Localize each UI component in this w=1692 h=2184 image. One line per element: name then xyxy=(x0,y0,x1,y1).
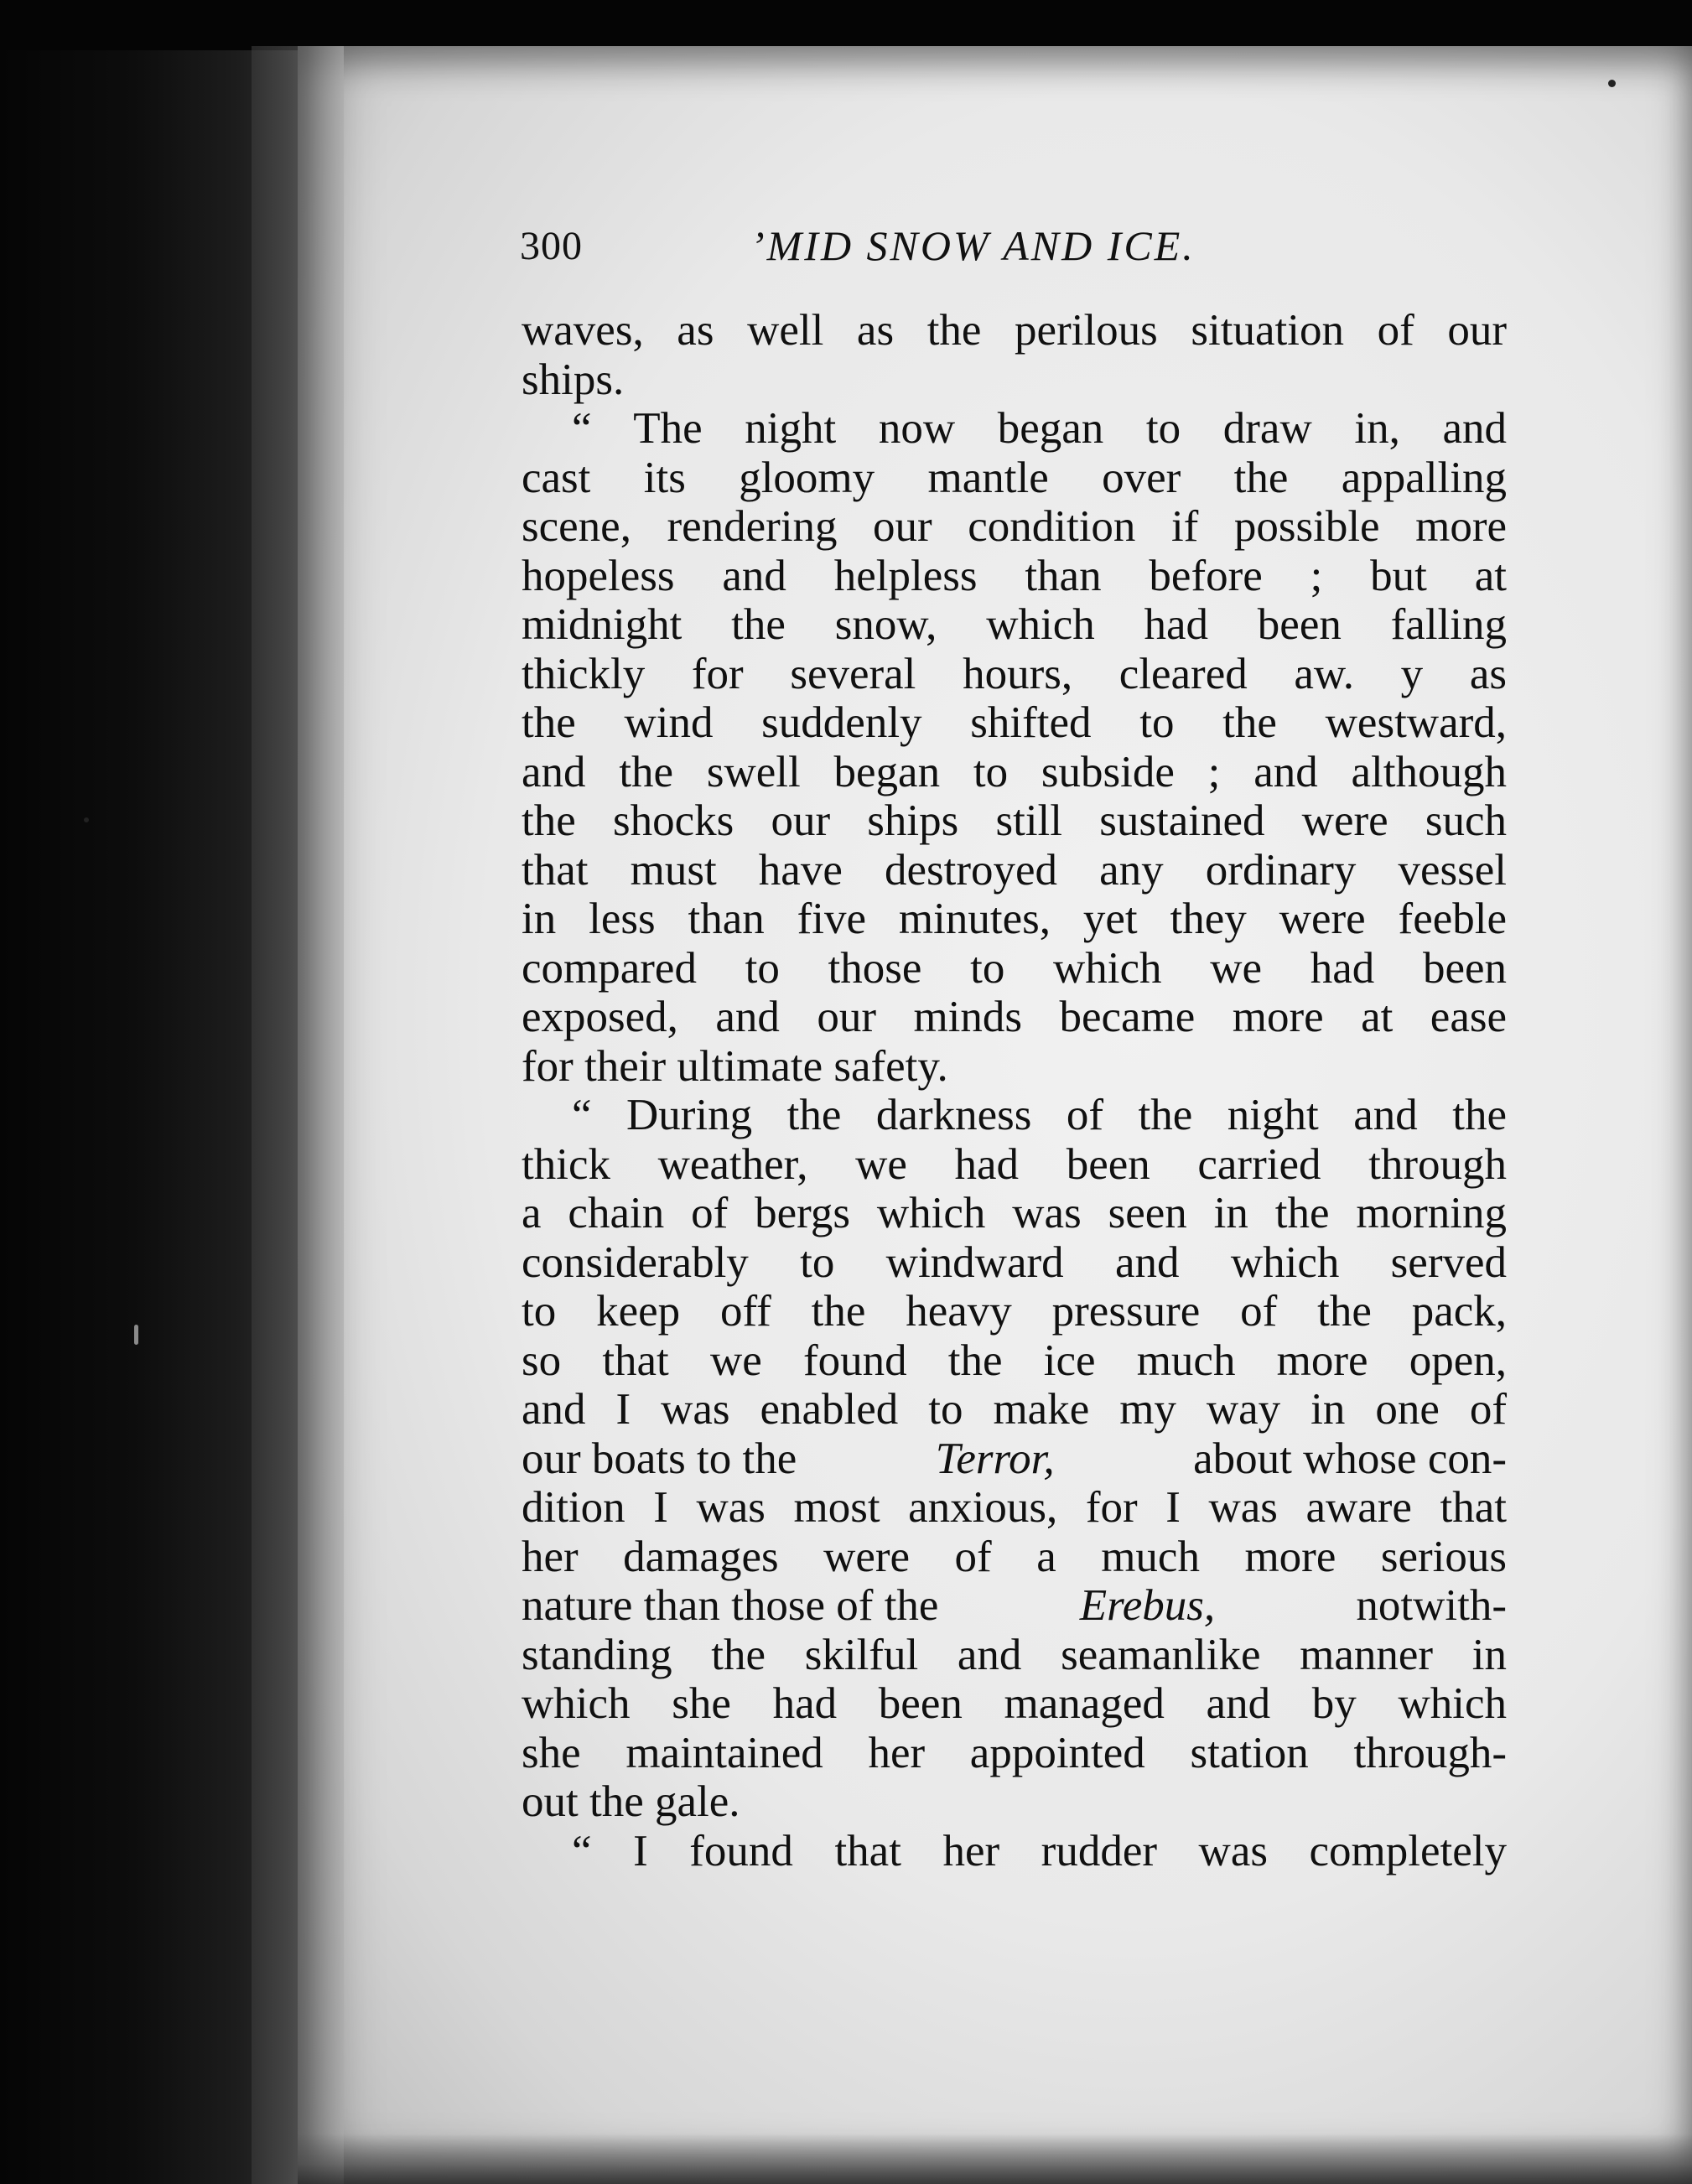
ship-name-erebus: Erebus, xyxy=(1079,1581,1216,1630)
text-line xyxy=(522,1434,1507,1484)
text-line: considerably to windward and which served xyxy=(522,1237,1507,1287)
text-line: for their ultimate safety. xyxy=(522,1041,948,1091)
text-line: “ During the darkness of the night and the xyxy=(572,1091,1507,1139)
page-number: 300 xyxy=(520,224,583,268)
text-segment: our boats to the xyxy=(522,1434,797,1483)
text-line: “ The night now began to draw in, and xyxy=(572,404,1507,453)
text-line: and the swell began to subside ; and although xyxy=(522,747,1507,796)
text-line: in less than five minutes, yet they were feeble xyxy=(522,895,1507,943)
text-line: a chain of bergs which was seen in the morning xyxy=(522,1189,1507,1237)
text-segment: notwith- xyxy=(1356,1581,1507,1630)
text-line: out the gale. xyxy=(522,1777,740,1826)
text-line: that must have destroyed any ordinary vessel xyxy=(522,845,1507,895)
running-title: ’MID SNOW AND ICE. xyxy=(750,222,1196,269)
text-line: the shocks our ships still sustained were such xyxy=(522,796,1507,845)
text-line: thickly for several hours, cleared aw. y as xyxy=(522,649,1507,698)
text-line: waves, as well as the perilous situation of our xyxy=(522,306,1507,355)
text-line: midnight the snow, which had been falling xyxy=(522,600,1507,649)
text-line: scene, rendering our condition if possible more xyxy=(522,502,1507,551)
paragraph xyxy=(522,1091,1507,1827)
text-line: compared to those to which we had been xyxy=(522,943,1507,993)
text-segment: nature than those of the xyxy=(522,1581,939,1630)
text-line: exposed, and our minds became more at ease xyxy=(522,993,1507,1041)
text-line: “ I found that her rudder was completely xyxy=(572,1826,1507,1875)
running-head xyxy=(520,218,1258,277)
scan-top-border xyxy=(0,0,1692,50)
text-line: the wind suddenly shifted to the westward, xyxy=(522,698,1507,747)
scan-speck xyxy=(1608,80,1616,87)
paragraph xyxy=(522,404,1507,1091)
scan-speck xyxy=(84,817,89,822)
page-gutter-shadow xyxy=(252,46,344,2184)
text-line: thick weather, we had been carried through xyxy=(522,1139,1507,1189)
text-line: which she had been managed and by which xyxy=(522,1679,1507,1728)
scan-speck xyxy=(134,1325,138,1345)
text-line: cast its gloomy mantle over the appalling xyxy=(522,453,1507,502)
ship-name-terror: Terror, xyxy=(935,1434,1055,1483)
scan-bottom-border xyxy=(298,2134,1692,2184)
text-line: dition I was most anxious, for I was aware that xyxy=(522,1483,1507,1532)
text-line: to keep off the heavy pressure of the pack, xyxy=(522,1287,1507,1336)
body-text xyxy=(522,306,1507,1875)
text-line: standing the skilful and seamanlike manner in xyxy=(522,1630,1507,1679)
paragraph xyxy=(522,306,1507,404)
text-line: ships. xyxy=(522,355,625,404)
text-line: hopeless and helpless than before ; but at xyxy=(522,551,1507,600)
text-line: and I was enabled to make my way in one of xyxy=(522,1385,1507,1434)
paragraph xyxy=(522,1827,1507,1876)
text-line: she maintained her appointed station through- xyxy=(522,1728,1507,1777)
text-segment: about whose con- xyxy=(1193,1434,1507,1483)
text-line xyxy=(522,1581,1507,1631)
text-line: so that we found the ice much more open, xyxy=(522,1336,1507,1385)
text-line: her damages were of a much more serious xyxy=(522,1532,1507,1581)
